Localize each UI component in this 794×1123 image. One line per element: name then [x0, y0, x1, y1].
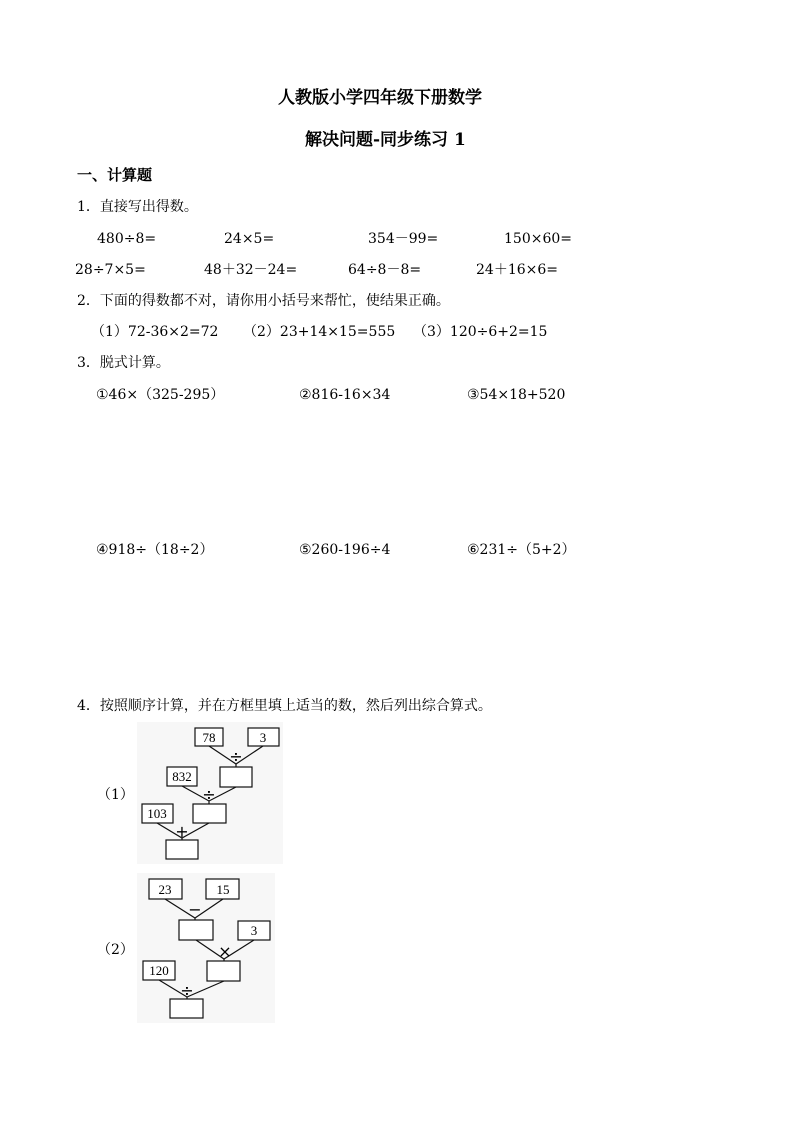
q3-prompt: 3．脱式计算。 [77, 355, 170, 371]
q2-item: （3）120÷6+2=15 [413, 324, 548, 340]
tree2-box-blank-1[interactable] [179, 920, 213, 940]
diagram-1-label: （1） [97, 787, 134, 803]
q1-item: 48＋32－24= [204, 262, 298, 278]
page-subtitle: 解决问题-同步练习 1 [305, 130, 466, 150]
tree2-divide-sign: ÷ [180, 981, 194, 1000]
tree1-box-result[interactable] [166, 840, 198, 859]
q4-prompt: 4．按照顺序计算，并在方框里填上适当的数，然后列出综合算式。 [77, 698, 492, 714]
q2-prompt: 2．下面的得数都不对，请你用小括号来帮忙，使结果正确。 [77, 293, 450, 309]
q1-item: 24×5= [224, 231, 275, 247]
tree2-box-result[interactable] [170, 999, 203, 1018]
tree2-box-blank-2[interactable] [207, 961, 240, 981]
q3-item: ①46×（325-295） [96, 387, 225, 403]
q3-item: ④918÷（18÷2） [96, 542, 214, 558]
q1-prompt: 1．直接写出得数。 [77, 199, 198, 215]
q1-item: 28÷7×5= [75, 262, 146, 278]
page-title: 人教版小学四年级下册数学 [278, 88, 482, 108]
calculation-tree-1 [137, 722, 283, 864]
q3-item: ②816-16×34 [299, 387, 391, 403]
diagram-2-label: （2） [97, 942, 134, 958]
q1-item: 64÷8－8= [348, 262, 422, 278]
q3-item: ③54×18+520 [467, 387, 566, 403]
q1-item: 24＋16×6= [476, 262, 558, 278]
tree1-divide-sign-2: ÷ [202, 785, 216, 804]
section-heading: 一、计算题 [77, 166, 153, 184]
tree2-num-c: 3 [250, 923, 258, 938]
tree1-box-blank-1[interactable] [220, 767, 252, 787]
q3-item: ⑥231÷（5+2） [467, 542, 576, 558]
tree1-box-blank-2[interactable] [193, 804, 226, 823]
q1-item: 354－99= [368, 231, 439, 247]
q1-item: 150×60= [504, 231, 572, 247]
q2-item: （2）23+14×15=555 [243, 324, 396, 340]
tree1-num-d: 103 [147, 806, 167, 821]
tree2-minus-sign: − [188, 900, 202, 919]
tree1-num-a: 78 [202, 730, 216, 745]
calculation-tree-2 [137, 873, 275, 1023]
tree1-num-c: 832 [172, 769, 192, 784]
tree1-plus-sign: + [175, 822, 189, 841]
q3-item: ⑤260-196÷4 [299, 542, 391, 558]
q1-item: 480÷8= [97, 231, 157, 247]
tree1-num-b: 3 [259, 730, 267, 745]
tree2-num-a: 23 [158, 882, 172, 897]
tree1-divide-sign: ÷ [229, 747, 243, 766]
tree2-num-b: 15 [216, 882, 230, 897]
tree2-times-sign: × [218, 942, 232, 961]
q2-item: （1）72-36×2=72 [91, 324, 219, 340]
tree2-num-d: 120 [149, 963, 169, 978]
